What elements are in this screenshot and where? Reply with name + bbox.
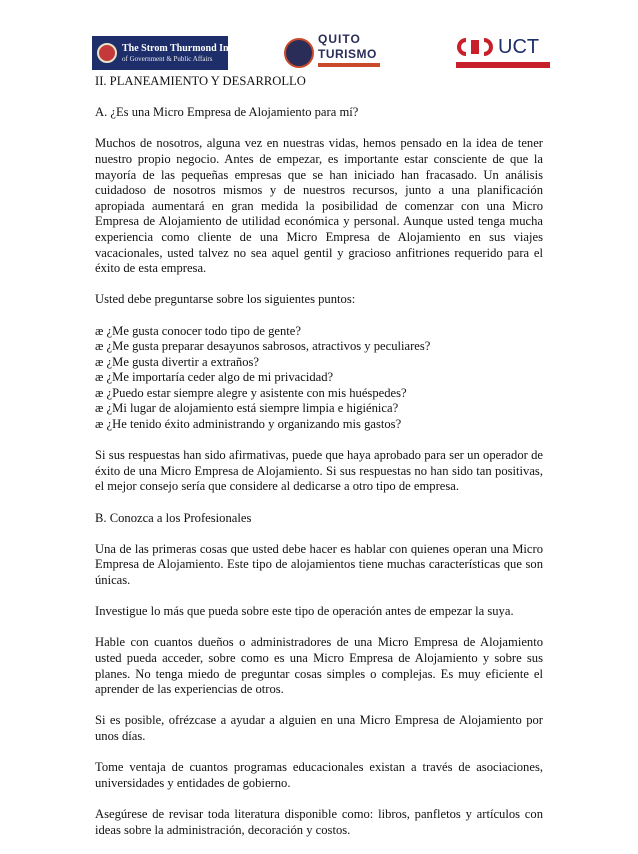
paragraph-line: Hable con cuantos dueños o administradores de una Micro Empresa de Alojamiento bbox=[95, 635, 543, 650]
uct-strip bbox=[456, 62, 550, 68]
quito-logo-line1: QUITO bbox=[318, 32, 361, 46]
paragraph-line: únicas. bbox=[95, 573, 131, 587]
paragraph-owners bbox=[95, 635, 543, 697]
paragraph-line: Empresa de Alojamiento. Este tipo de alojamientos tiene muchas características que son bbox=[95, 557, 543, 572]
paragraph-questions-intro: Usted debe preguntarse sobre los siguientes puntos: bbox=[95, 292, 356, 307]
paragraph-line: mayoría de las pequeñas empresas que se han iniciado han fracasado. Un análisis bbox=[95, 167, 543, 182]
question-list bbox=[95, 324, 543, 433]
question-item: æ ¿Me importaría ceder algo de mi privacidad? bbox=[95, 370, 334, 385]
paragraph-line: planes. No tenga miedo de preguntar cosas simples o complejas. Es muy eficiente el bbox=[95, 666, 543, 681]
subsection-heading-a: A. ¿Es una Micro Empresa de Alojamiento para mí? bbox=[95, 105, 359, 120]
quito-logo-line2: TURISMO bbox=[318, 47, 377, 61]
paragraph-line: Una de las primeras cosas que usted debe hacer es hablar con quienes operan una Micro bbox=[95, 541, 543, 556]
quito-emblem-icon bbox=[284, 38, 314, 68]
question-item: æ ¿Me gusta preparar desayunos sabrosos, atractivos y peculiares? bbox=[95, 339, 431, 354]
quito-logo-bar bbox=[318, 63, 380, 67]
paragraph-line: ideas sobre la administración, decoración y costos. bbox=[95, 822, 351, 837]
question-item: æ ¿Me gusta divertir a extraños? bbox=[95, 354, 260, 369]
section-heading: II. PLANEAMIENTO Y DESARROLLO bbox=[95, 74, 306, 88]
subsection-heading-b: B. Conozca a los Profesionales bbox=[95, 510, 252, 525]
paragraph-answers bbox=[95, 448, 543, 495]
paragraph-line: Si sus respuestas han sido afirmativas, puede que haya aprobado para ser un operador de bbox=[95, 448, 543, 463]
document-body bbox=[95, 74, 543, 854]
paragraph-line: nuestro propio negocio. Antes de empezar, es importante estar consciente de que la bbox=[95, 151, 543, 166]
uct-logo bbox=[456, 36, 550, 70]
paragraph-line: el mejor consejo sería que considere al dedicarse a otro tipo de empresa. bbox=[95, 479, 460, 494]
paragraph-line: Asegúrese de revisar toda literatura disponible como: libros, panfletos y artículos con bbox=[95, 806, 543, 821]
paragraph-line: Empresa de Alojamiento de utilidad económica y personal. Aunque usted tenga mucha bbox=[95, 214, 543, 229]
institute-subtitle: of Government & Public Affairs bbox=[122, 54, 213, 63]
paragraph-line: apropiada aumentará en gran medida la posibilidad de comenzar con una Micro bbox=[95, 198, 543, 213]
paragraph-line: Si es posible, ofrézcase a ayudar a alguien en una Micro Empresa de Alojamiento por bbox=[95, 713, 543, 728]
question-item: æ ¿Mi lugar de alojamiento está siempre limpia e higiénica? bbox=[95, 401, 399, 416]
header-logos bbox=[0, 30, 638, 74]
paragraph-line: Tome ventaja de cuantos programas educacionales existan a través de asociaciones, bbox=[95, 760, 543, 775]
institute-name: The Strom Thurmond Institute bbox=[122, 42, 256, 54]
paragraph-line: usted pueda acceder, sobre como es una Micro Empresa de Alojamiento y sobre sus bbox=[95, 650, 543, 665]
question-item: æ ¿Me gusta conocer todo tipo de gente? bbox=[95, 323, 301, 338]
question-item: æ ¿Puedo estar siempre alegre y asistente con mis huéspedes? bbox=[95, 385, 407, 400]
paragraph-line: éxito de esta empresa. bbox=[95, 261, 207, 276]
paragraph-line: Muchos de nosotros, alguna vez en nuestras vidas, hemos pensado en la idea de tener bbox=[95, 136, 543, 151]
paragraph-education bbox=[95, 760, 543, 791]
paragraph-literature bbox=[95, 807, 543, 838]
paragraph-line: aprender de las experiencias de otros. bbox=[95, 682, 284, 697]
paragraph-investigate: Investigue lo más que pueda sobre este tipo de operación antes de empezar la suya. bbox=[95, 604, 514, 619]
uct-mark-icon bbox=[456, 36, 494, 58]
paragraph-line: universidades y entidades de gobierno. bbox=[95, 775, 291, 790]
institute-seal-icon bbox=[97, 43, 117, 63]
paragraph-line: vacacionales, usted talvez no sea aquel gentil y gracioso anfitriones requerido para el bbox=[95, 245, 543, 260]
paragraph-intro bbox=[95, 136, 543, 276]
paragraph-line: unos días. bbox=[95, 728, 146, 743]
paragraph-line: éxito de una Micro Empresa de Alojamiento. Si sus respuestas no han sido tan positivas, bbox=[95, 463, 543, 478]
question-item: æ ¿He tenido éxito administrando y organizando mis gastos? bbox=[95, 417, 402, 432]
paragraph-line: cuidadoso de nosotros mismos y de nuestros recursos, junto a una planificación bbox=[95, 183, 543, 198]
paragraph-talk-to-operators bbox=[95, 542, 543, 589]
quito-turismo-logo bbox=[284, 30, 384, 74]
strom-thurmond-institute-logo bbox=[92, 36, 256, 70]
uct-name: UCT bbox=[498, 36, 540, 58]
paragraph-line: experiencia como cliente de una Micro Empresa de Alojamiento en sus viajes bbox=[95, 229, 543, 244]
paragraph-offer-help bbox=[95, 713, 543, 744]
